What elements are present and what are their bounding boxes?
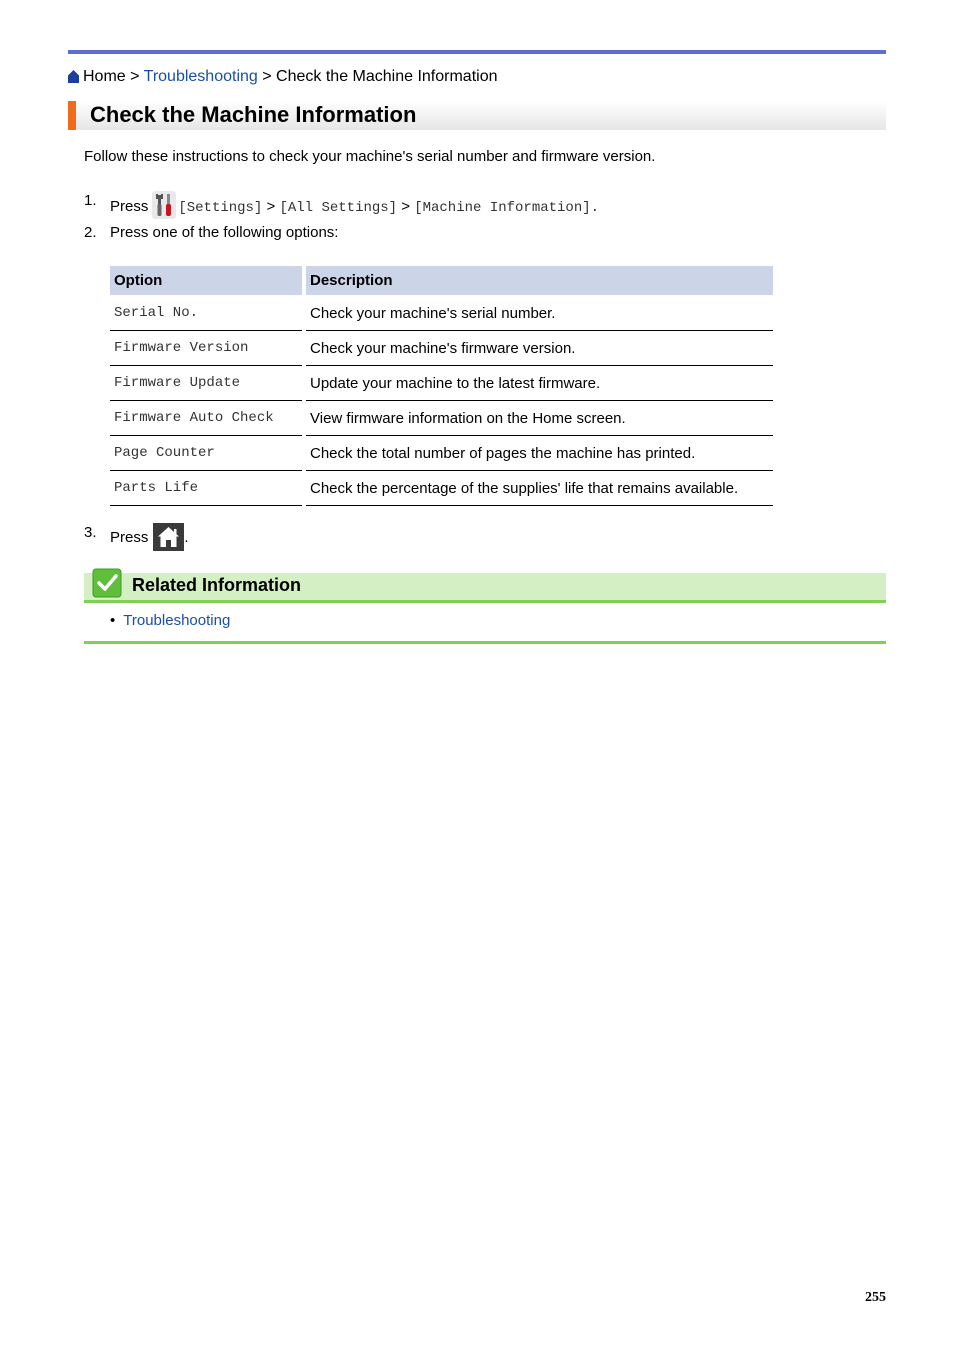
breadcrumb-link-troubleshooting[interactable]: Troubleshooting bbox=[143, 68, 258, 85]
settings-tools-icon bbox=[152, 191, 176, 224]
related-information-header bbox=[84, 573, 886, 603]
option-cell: Parts Life bbox=[110, 471, 302, 506]
breadcrumb-separator: > bbox=[262, 68, 272, 85]
description-cell: Update your machine to the latest firmware. bbox=[306, 366, 773, 401]
step-number: 1. bbox=[84, 192, 97, 209]
description-cell: Check the total number of pages the machine has printed. bbox=[306, 436, 773, 471]
step-press-label: Press bbox=[110, 198, 149, 215]
option-cell: Page Counter bbox=[110, 436, 302, 471]
column-header-description: Description bbox=[306, 266, 773, 296]
table-row bbox=[110, 401, 773, 436]
description-cell: Check the percentage of the supplies' life that remains available. bbox=[306, 471, 773, 506]
intro-text: Follow these instructions to check your machine's serial number and firmware version. bbox=[84, 148, 656, 165]
checkmark-icon bbox=[92, 568, 122, 603]
title-accent bbox=[68, 101, 76, 130]
menu-separator: > bbox=[266, 198, 276, 215]
option-cell: Firmware Auto Check bbox=[110, 401, 302, 436]
description-cell: Check your machine's firmware version. bbox=[306, 331, 773, 366]
table-row bbox=[110, 436, 773, 471]
menu-separator: > bbox=[401, 198, 411, 215]
related-information-title: Related Information bbox=[132, 575, 302, 595]
table-header-row bbox=[110, 266, 773, 296]
table-row bbox=[110, 471, 773, 506]
table-row bbox=[110, 296, 773, 331]
step-number: 2. bbox=[84, 224, 97, 241]
list-bullet: • bbox=[110, 612, 116, 629]
step-text bbox=[110, 523, 189, 556]
step-number: 3. bbox=[84, 524, 97, 541]
table-row bbox=[110, 366, 773, 401]
breadcrumb-home[interactable]: Home bbox=[83, 68, 126, 85]
table-row bbox=[110, 331, 773, 366]
home-icon[interactable] bbox=[68, 69, 79, 89]
all-settings-menu-label: [All Settings] bbox=[279, 200, 398, 216]
title-bar bbox=[68, 101, 886, 130]
description-cell: Check your machine's serial number. bbox=[306, 296, 773, 331]
breadcrumb-separator: > bbox=[130, 68, 140, 85]
top-rule bbox=[68, 50, 886, 54]
step-press-label: Press bbox=[110, 529, 149, 546]
description-cell: View firmware information on the Home screen. bbox=[306, 401, 773, 436]
related-bottom-rule bbox=[84, 641, 886, 644]
step-text: Press one of the following options: bbox=[110, 224, 339, 241]
settings-menu-label: [Settings] bbox=[178, 200, 263, 216]
breadcrumb bbox=[68, 67, 498, 89]
related-link-troubleshooting[interactable]: Troubleshooting bbox=[123, 612, 231, 629]
page-number: 255 bbox=[865, 1290, 886, 1305]
related-links-list bbox=[110, 611, 230, 630]
breadcrumb-current: Check the Machine Information bbox=[276, 68, 498, 85]
options-table bbox=[110, 266, 773, 506]
step-text bbox=[110, 191, 599, 224]
home-button-icon bbox=[153, 523, 184, 556]
option-cell: Firmware Update bbox=[110, 366, 302, 401]
step-period: . bbox=[184, 529, 189, 546]
option-cell: Firmware Version bbox=[110, 331, 302, 366]
page-title: Check the Machine Information bbox=[90, 102, 417, 127]
column-header-option: Option bbox=[110, 266, 302, 296]
option-cell: Serial No. bbox=[110, 296, 302, 331]
machine-information-menu-label: [Machine Information] bbox=[414, 200, 591, 216]
step-period: . bbox=[590, 200, 600, 216]
